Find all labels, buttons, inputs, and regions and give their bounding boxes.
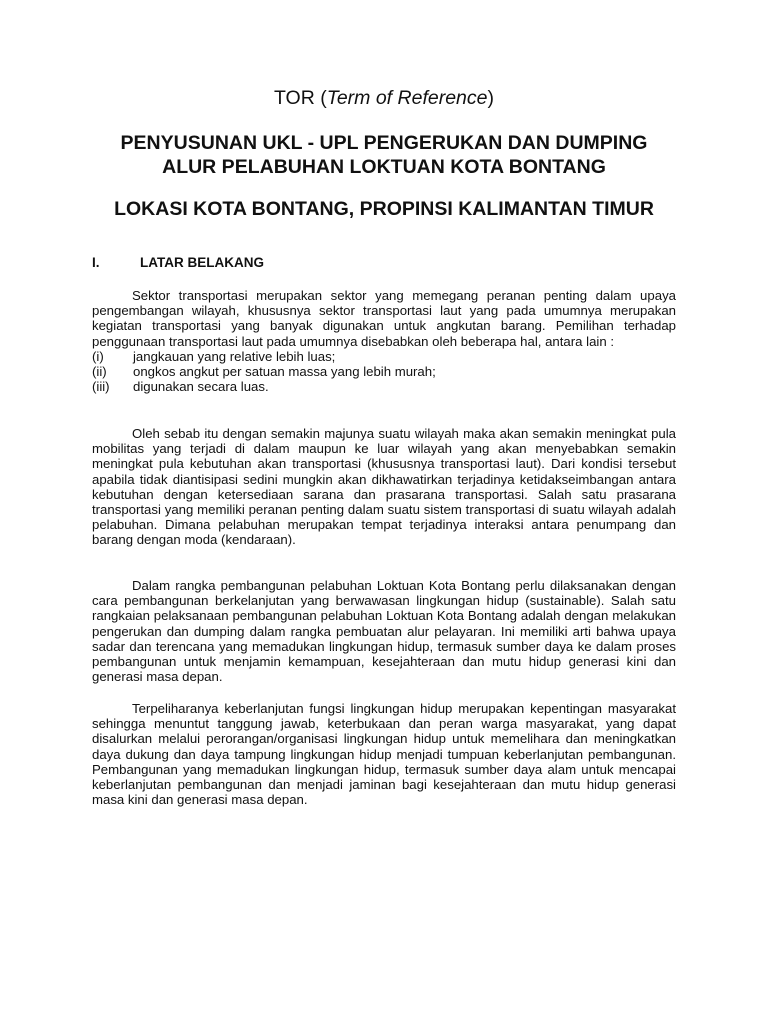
title-line-1: PENYUSUNAN UKL - UPL PENGERUKAN DAN DUMPING (120, 132, 648, 154)
paragraph-2-block (92, 426, 676, 548)
list-item (92, 379, 676, 394)
section-number: I. (92, 255, 100, 270)
tor-expansion: Term of Reference (326, 87, 488, 109)
list-item (92, 364, 676, 379)
title-line-2: ALUR PELABUHAN LOKTUAN KOTA BONTANG (162, 156, 606, 178)
document-title (0, 131, 768, 179)
list-text: ongkos angkut per satuan massa yang lebih murah; (133, 364, 436, 380)
list-text: jangkauan yang relative lebih luas; (133, 348, 336, 364)
list-text: digunakan secara luas. (133, 379, 269, 395)
paragraph-4: Terpeliharanya keberlanjutan fungsi lingkungan hidup merupakan kepentingan masyarakat sehingga menuntut tanggung jawab, keterbukaan dan peran warga masyarakat, yang dapat disalurkan melalui perorangan/organisasi lingkungan hidup untuk memelihara dan meningkatkan daya dukung dan daya tampung lingkungan hidup menjadi tumpuan keberlanjutan pembangunan. Pembangunan yang memadukan lingkungan hidup, termasuk sumber daya alam untuk mencapai keberlanjutan pembangunan dan menjadi jaminan bagi kesejahteraan dan mutu hidup generasi masa kini dan generasi masa depan. (92, 701, 676, 808)
paragraph-3-block (92, 578, 676, 684)
paragraph-4-block (92, 701, 676, 807)
tor-label: TOR ( (273, 87, 327, 109)
document-type-heading (0, 86, 768, 110)
location-heading: LOKASI KOTA BONTANG, PROPINSI KALIMANTAN TIMUR (114, 198, 654, 220)
tor-close: ) (487, 87, 494, 109)
list-marker: (ii) (92, 364, 107, 380)
list-marker: (iii) (92, 379, 110, 395)
paragraph-2: Oleh sebab itu dengan semakin majunya suatu wilayah maka akan semakin meningkat pula mobilitas yang terjadi di dalam maupun ke luar wilayah yang akan menyebabkan semakin meningkat pula kebutuhan akan transportasi (khususnya transportasi laut). Dari kondisi tersebut apabila tidak diantisipasi sedini mungkin akan dikhawatirkan terjadinya ketidakseimbangan antara kebutuhan dengan ketersediaan sarana dan prasarana transportasi. Salah satu prasarana transportasi yang memiliki peranan penting dalam suatu sistem transportasi di suatu wilayah adalah pelabuhan. Dimana pelabuhan merupakan tempat terjadinya interaksi antara penumpang dan barang dengan moda (kendaraan). (92, 426, 676, 548)
paragraph-3: Dalam rangka pembangunan pelabuhan Loktuan Kota Bontang perlu dilaksanakan dengan cara pembangunan berkelanjutan yang berwawasan lingkungan hidup (sustainable). Salah satu rangkaian pelaksanaan pembangunan pelabuhan Loktuan Kota Bontang adalah dengan melakukan pengerukan dan dumping dalam rangka pembuatan alur pelayaran. Ini memiliki arti bahwa upaya sadar dan terencana yang memadukan lingkungan hidup, termasuk sumber daya ke dalam proses pembangunan untuk menjamin kemampuan, kesejahteraan dan mutu hidup generasi kini dan generasi masa depan. (92, 578, 676, 685)
list-item (92, 349, 676, 364)
paragraph-1-block (92, 288, 676, 394)
section-heading (92, 254, 692, 272)
reason-list (92, 349, 676, 395)
paragraph-1: Sektor transportasi merupakan sektor yang memegang peranan penting dalam upaya pengembangan wilayah, khususnya sektor transportasi laut yang pada umumnya merupakan kegiatan transportasi yang banyak digunakan untuk angkutan barang. Pemilihan terhadap penggunaan transportasi laut pada umumnya disebabkan oleh beberapa hal, antara lain : (92, 288, 676, 349)
list-marker: (i) (92, 348, 104, 364)
section-title: LATAR BELAKANG (140, 255, 264, 270)
